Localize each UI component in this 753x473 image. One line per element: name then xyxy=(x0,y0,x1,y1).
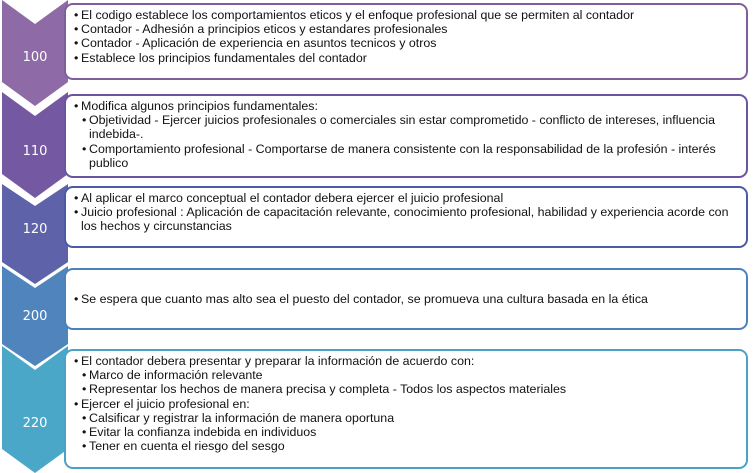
section-code: 100 xyxy=(22,50,48,65)
section-code: 200 xyxy=(22,309,48,324)
list-item: • Modifica algunos principios fundamentales: xyxy=(74,99,738,113)
section-code: 120 xyxy=(22,222,48,237)
list-item: • El contador debera presentar y preparar la información de acuerdo con: xyxy=(74,354,738,368)
list-item: • Representar los hechos de manera precisa y completa - Todos los aspectos materiales xyxy=(74,382,738,396)
section-box-200 xyxy=(64,268,748,330)
list-item: • Marco de información relevante xyxy=(74,368,738,382)
list-item: • Objetividad - Ejercer juicios profesionales o comerciales sin estar comprometido - conflicto de intereses, influencia indebida-. xyxy=(74,113,738,141)
list-item: • Establece los principios fundamentales del contador xyxy=(74,51,738,65)
list-item: • Evitar la confianza indebida en individuos xyxy=(74,425,738,439)
section-code: 220 xyxy=(22,416,48,431)
chevron-100 xyxy=(2,0,68,106)
chevron-shape-icon xyxy=(2,346,68,473)
chevron-110 xyxy=(2,92,68,198)
list-item: • Tener en cuenta el riesgo del sesgo xyxy=(74,439,738,453)
list-item: • Ejercer el juicio profesional en: xyxy=(74,397,738,411)
section-box-220 xyxy=(64,349,748,469)
section-box-110 xyxy=(64,94,748,178)
list-item: • Calsificar y registrar la información de manera oportuna xyxy=(74,411,738,425)
section-code: 110 xyxy=(22,144,48,159)
list-item: • Contador - Aplicación de experiencia en asuntos tecnicos y otros xyxy=(74,36,738,50)
section-box-100 xyxy=(64,3,748,80)
list-item: • Contador - Adhesión a principios eticos y estandares profesionales xyxy=(74,22,738,36)
chevron-220 xyxy=(2,346,68,473)
section-box-120 xyxy=(64,186,748,248)
list-item: • El codigo establece los comportamientos eticos y el enfoque profesional que se permiten al contador xyxy=(74,8,738,22)
list-item: • Al aplicar el marco conceptual el contador debera ejercer el juicio profesional xyxy=(74,191,738,205)
list-item: • Juicio profesional : Aplicación de capacitación relevante, conocimiento profesional, habilidad y experiencia acorde con los hechos y circunstancias xyxy=(74,205,738,233)
list-item: • Se espera que cuanto mas alto sea el puesto del contador, se promueva una cultura basada en la ética xyxy=(74,292,738,306)
list-item: • Comportamiento profesional - Comportarse de manera consistente con la responsabilidad de la profesión - interés publico xyxy=(74,142,738,170)
